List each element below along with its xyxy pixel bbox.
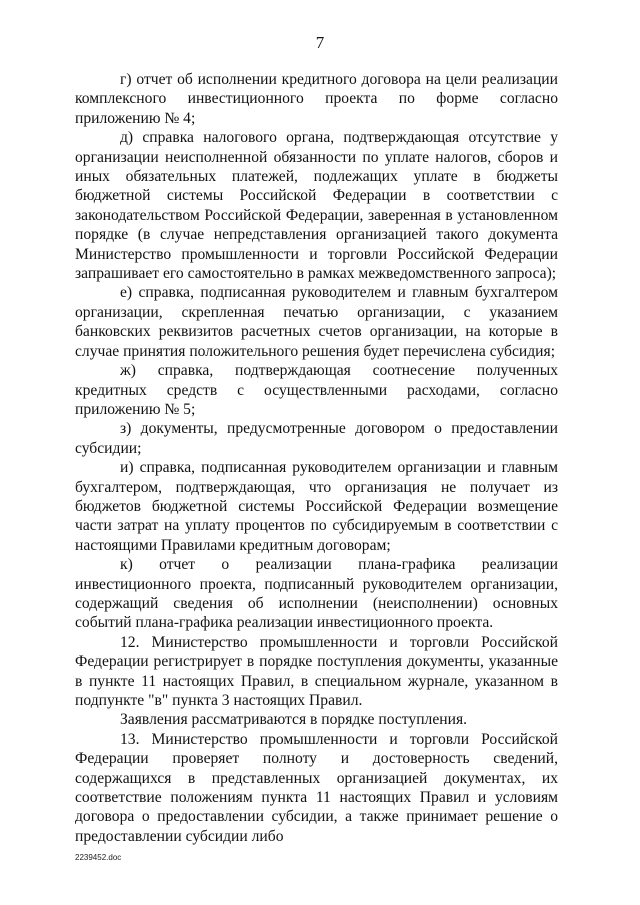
- paragraph-item-i: и) справка, подписанная руководителем организации и главным бухгалтером, подтверждающая, что организация не получает из бюджетов бюджетной системы Российской Федерации возмещение части затрат на уплату процентов по субсидируемым в соответствии с настоящими Правилами кредитным договорам;: [75, 459, 558, 554]
- paragraph-item-g: г) отчет об исполнении кредитного договора на цели реализации комплексного инвестиционного проекта по форме согласно приложению № 4;: [75, 71, 558, 127]
- footer-doc-code: 2239452.doc: [75, 853, 122, 862]
- paragraph-clause-13: 13. Министерство промышленности и торговли Российской Федерации проверяет полноту и достоверность сведений, содержащихся в представленных организацией документах, их соответствие положениям пункта 11 настоящих Правил и условиям договора о предоставлении субсидии, а также принимает решение о предоставлении субсидии либо: [75, 730, 558, 845]
- paragraph-item-zh: ж) справка, подтверждающая соотнесение полученных кредитных средств с осуществленными расходами, согласно приложению № 5;: [75, 362, 558, 418]
- paragraph-item-e: е) справка, подписанная руководителем и главным бухгалтером организации, скрепленная печатью организации, с указанием банковских реквизитов расчетных счетов организации, на которые в случае принятия положительного решения будет перечислена субсидия;: [75, 284, 558, 360]
- paragraph-item-d: д) справка налогового органа, подтверждающая отсутствие у организации неисполненной обязанности по уплате налогов, сборов и иных обязательных платежей, подлежащих уплате в бюджеты бюджетной системы Российской Федерации в соответствии с законодательством Российской Федерации, заверенная в установленном порядке (в случае непредставления организацией такого документа Министерство промышленности и торговли Российской Федерации запрашивает его самостоятельно в рамках межведомственного запроса);: [75, 129, 558, 283]
- document-body: [75, 70, 558, 846]
- page-number: 7: [315, 33, 325, 52]
- paragraph-applications-order: Заявления рассматриваются в порядке поступления.: [120, 711, 468, 729]
- paragraph-item-k: к) отчет о реализации плана-графика реализации инвестиционного проекта, подписанный руководителем организации, содержащий сведения об исполнении (неисполнении) основных событий плана-графика реализации инвестиционного проекта.: [75, 556, 558, 632]
- paragraph-clause-12: 12. Министерство промышленности и торговли Российской Федерации регистрирует в порядке поступления документы, указанные в пункте 11 настоящих Правил, в специальном журнале, указанном в подпункте "в" пункта 3 настоящих Правил.: [75, 633, 558, 709]
- paragraph-item-z: з) документы, предусмотренные договором о предоставлении субсидии;: [75, 420, 558, 457]
